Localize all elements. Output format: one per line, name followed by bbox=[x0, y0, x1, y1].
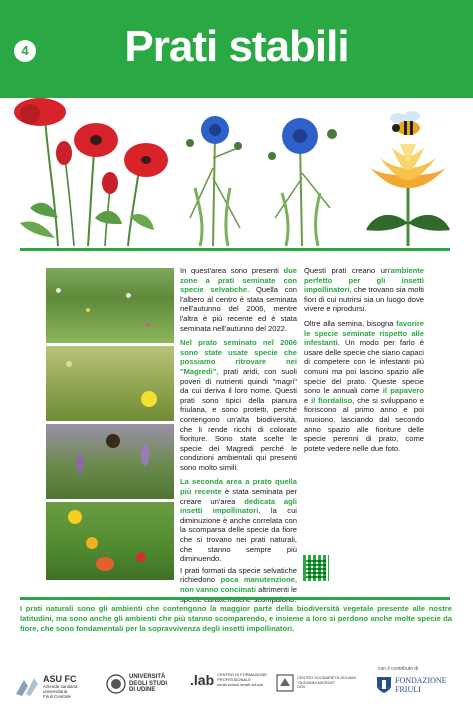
photo-column bbox=[46, 268, 174, 583]
contribution-note: con il contributo di bbox=[378, 666, 419, 672]
text-column-1 bbox=[180, 266, 297, 609]
meadow-photo-1 bbox=[46, 268, 174, 343]
footer-statement: I prati naturali sono gli ambienti che contengono la maggior parte della biodiversità vegetale presente alle nostre latitudini, ma sono anche gli ambienti che più stanno scomparendo, e insieme a loro si perdono anche molte specie da fiore, che sono fondamentali per la sopravvivenza degli insetti impollinatori. bbox=[20, 604, 452, 633]
meadow-photo-3 bbox=[46, 424, 174, 499]
cornflower-icon bbox=[268, 118, 337, 246]
paragraph: In quest'area sono presenti due zone a prati seminate con specie selvatiche. Quella con l'albero al centro è stata seminata nell'autunno del 2006, mentre l'altra è più recente ed è stata seminata nell'autunno del 2022. bbox=[180, 266, 297, 333]
sponsor-logos bbox=[10, 660, 465, 710]
meadow-photo-2 bbox=[46, 346, 174, 421]
qr-code[interactable] bbox=[303, 555, 329, 581]
divider-bottom bbox=[20, 597, 450, 600]
csg-logo: CENTRO SOLIDARIETÀ GIOVANI "GIOVANNI MICESIO" ODV bbox=[276, 674, 356, 692]
uniud-seal-icon bbox=[106, 674, 126, 694]
yellow-flower-icon bbox=[366, 144, 450, 246]
paragraph: Oltre alla semina, bisogna favorire le specie seminate rispetto alle infestanti. Un modo per farlo è usare delle specie che siano capaci di competere con le infestanti più comuni ma poi lascino spazio alle specie del prato. Queste specie sono le annuali come il papavero e il fiordaliso, che si sviluppano e fioriscono al primo anno e poi muoiono, lasciando dal secondo anno spazio alle fioriture delle specie perenni di prato, come potete vedere nelle due foto. bbox=[304, 318, 424, 453]
text-column-2 bbox=[304, 266, 424, 458]
paragraph: Nel prato seminato nel 2006 sono state usate specie che possiamo ritrovare nei "Magredi", prati aridi, con suoli poveri di nutrienti quindi "magri" da cui deriva il loro nome. Questi prati sono tipici della pianura friulana, e sono protetti, perché contengono un'alta biodiversità, che li rende ricchi di colorate fioriture. Sono state scelte le specie dei Magredi perché le condizioni ambientali qui presenti sono molto simili. bbox=[180, 338, 297, 472]
bee-icon bbox=[390, 111, 420, 135]
csg-mark-icon bbox=[276, 674, 294, 692]
paragraph: La seconda area a prato quella più recente è stata seminata per creare un'area dedicata agli insetti impollinatori, la cui diminuzione è anche correlata con la scomparsa delle specie da fiore che si trovano nei prati naturali, che stanno sempre più diminuendo. bbox=[180, 477, 297, 564]
fondazione-friuli-logo: FONDAZIONE FRIULI bbox=[376, 676, 447, 694]
asufc-logo: ASU FC Azienda sanitaria universitaria Friuli Centrale bbox=[14, 674, 78, 699]
cornflower-icon bbox=[186, 116, 242, 246]
uniud-logo: UNIVERSITÀ DEGLI STUDI DI UDINE bbox=[106, 674, 167, 694]
divider-top bbox=[20, 248, 450, 251]
meadow-photo-4 bbox=[46, 502, 174, 580]
poppy-icon bbox=[14, 98, 168, 246]
flower-illustrations bbox=[0, 98, 473, 248]
page-title: Prati stabili bbox=[124, 22, 349, 71]
paragraph: I prati formati da specie selvatiche richiedono poca manutenzione, non vanno concimati altrimenti le bbox=[180, 565, 297, 594]
paragraph: Questi prati creano un'ambiente perfetto per gli insetti impollinatori, che trovano sia molti fiori di cui nutrirsi sia un luogo dove vivere e riprodursi. bbox=[304, 266, 424, 314]
asufc-mark-icon bbox=[14, 676, 40, 698]
header-banner bbox=[0, 0, 473, 98]
section-number-badge: 4 bbox=[14, 40, 36, 62]
lab-logo: .lab CENTRO DI FORMAZIONE PROFESSIONALE small school smart school bbox=[190, 671, 267, 688]
fondazione-shield-icon bbox=[376, 676, 392, 694]
